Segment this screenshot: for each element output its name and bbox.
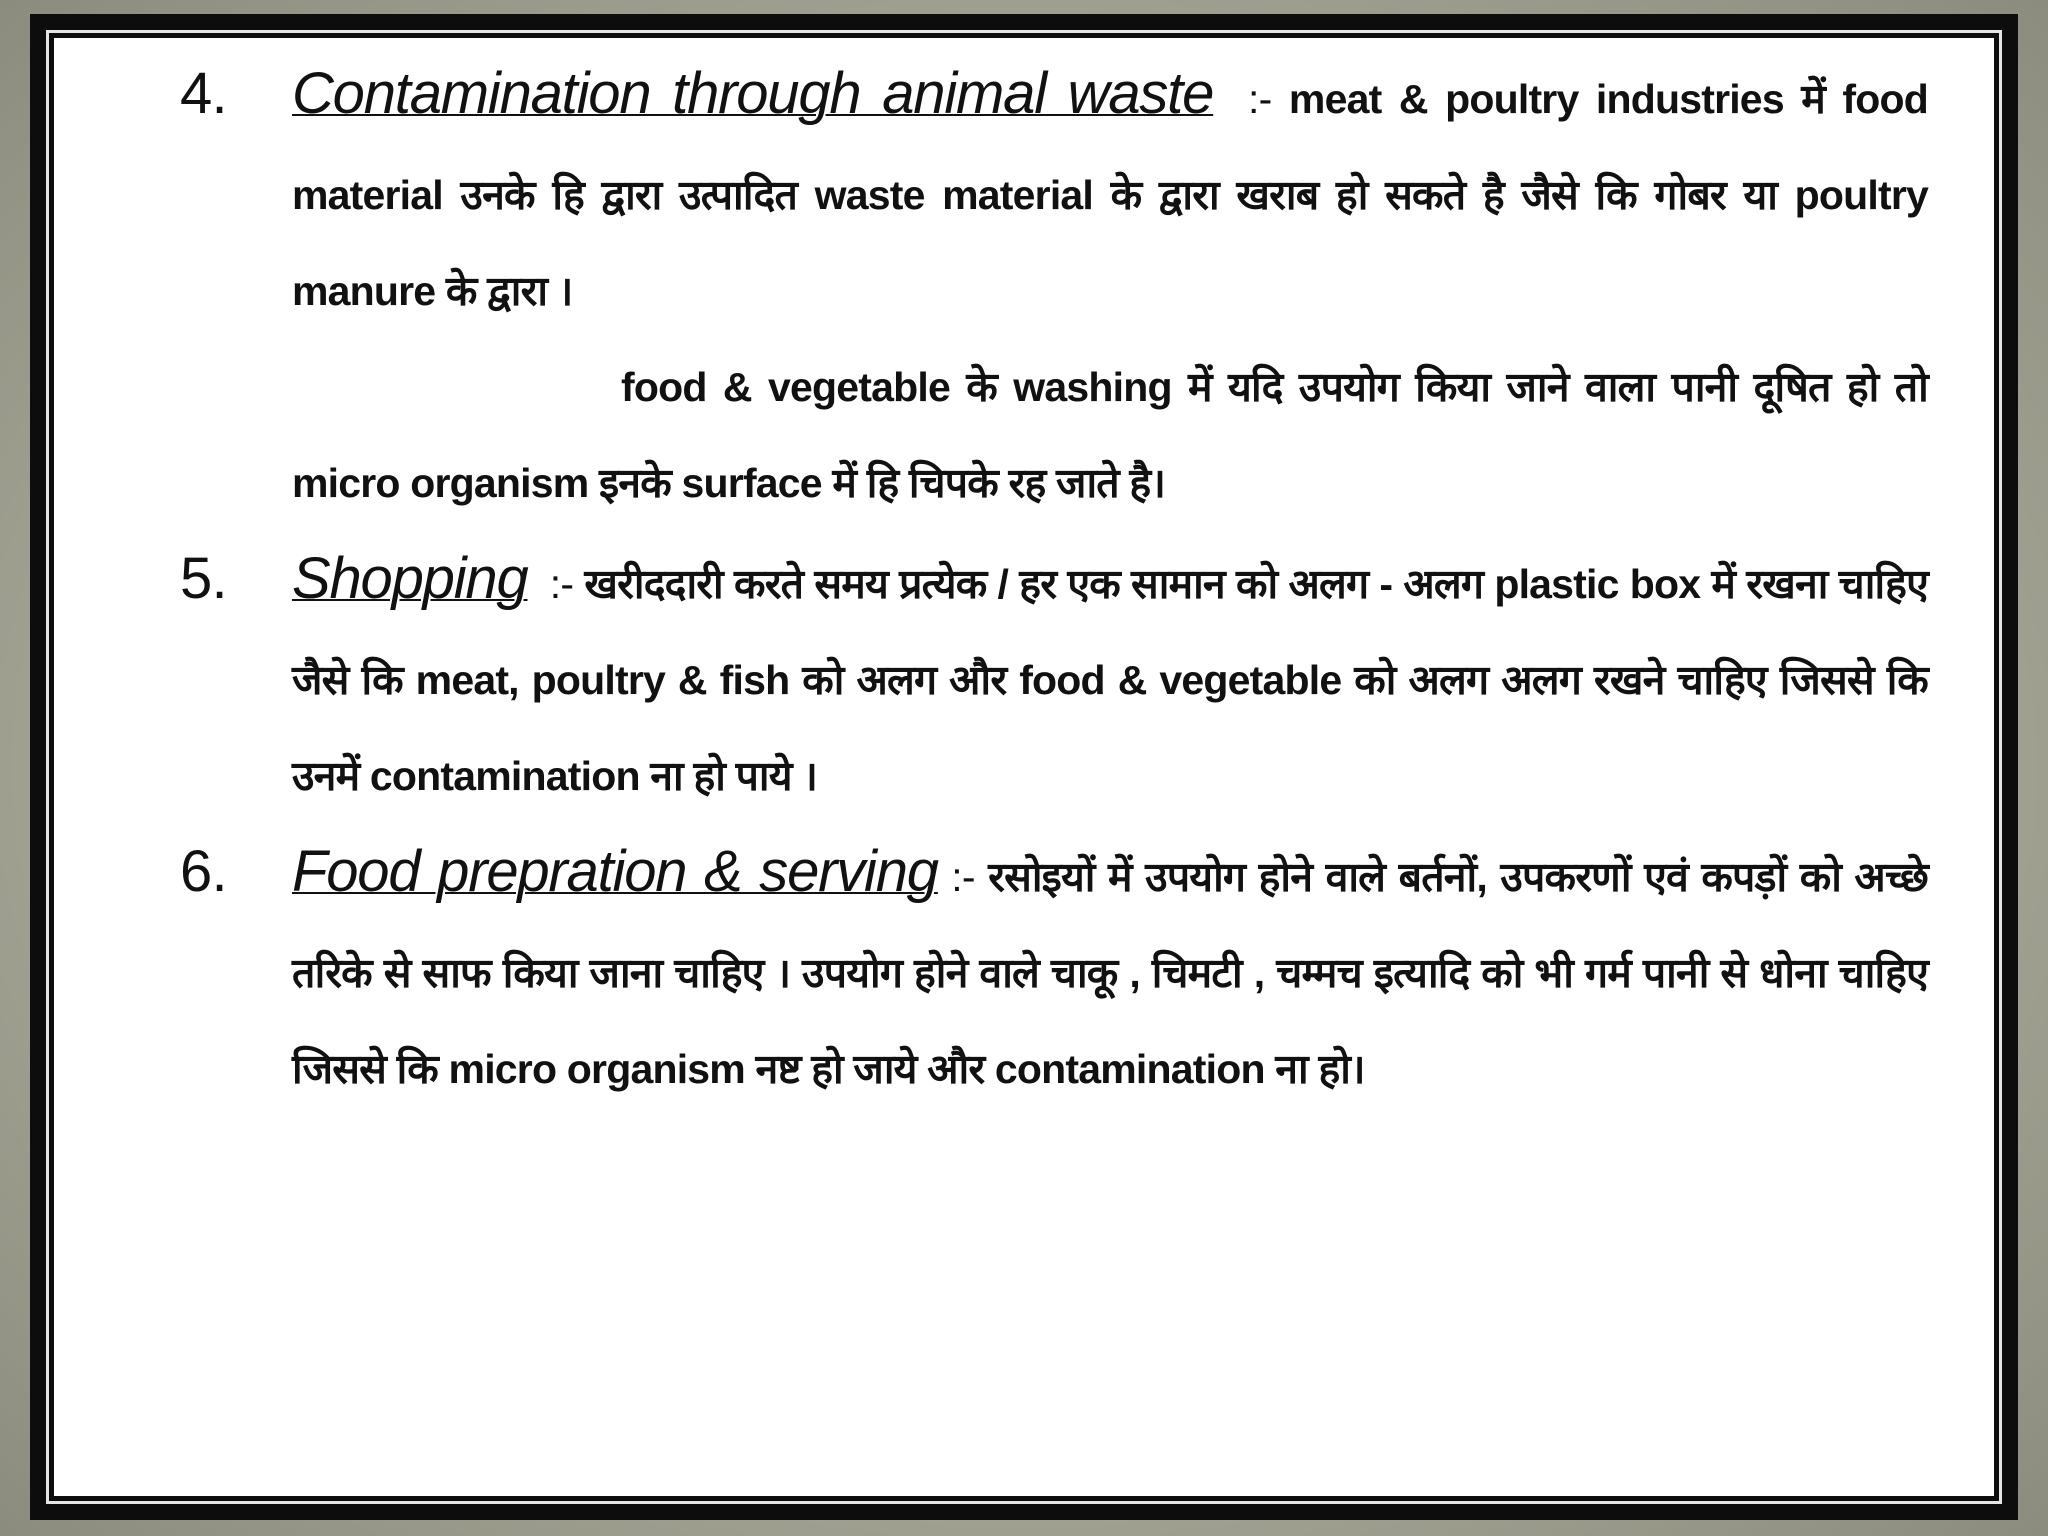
point-text: meat & poultry industries में food material उनके हि द्वारा उत्पादित waste material के द्वारा खराब हो सकते है जैसे कि गोबर या poultry manure के द्वारा । (292, 76, 1928, 314)
point-text: रसोइयों में उपयोग होने वाले बर्तनों, उपकरणों एवं कपड़ों को अच्छे तरिके से साफ किया जाना चाहिए । उपयोग होने वाले चाकू , चिमटी , चम्मच इत्यादि को भी गर्म पानी से धोना चाहिए जिससे कि micro organism नष्ट हो जाये और contamination ना हो। (292, 854, 1928, 1092)
point-6 (180, 824, 1928, 1117)
point-paragraph (292, 46, 1928, 339)
slide-page (54, 38, 1994, 1496)
point-separator: :- (951, 854, 975, 900)
point-heading: Food prepration & serving (292, 839, 938, 904)
slide-frame (30, 14, 2018, 1520)
indent-space (292, 364, 621, 410)
point-heading: Shopping (292, 546, 528, 611)
point-number: 6. (180, 839, 227, 904)
point-4 (180, 46, 1928, 531)
point-continuation-text: food & vegetable के washing में यदि उपयोग किया जाने वाला पानी दूषित हो तो micro organism इनके surface में हि चिपके रह जाते है। (292, 364, 1928, 506)
point-number: 4. (180, 61, 227, 126)
point-heading: Contamination through animal waste (292, 61, 1214, 126)
point-number: 5. (180, 546, 227, 611)
point-text: खरीददारी करते समय प्रत्येक / हर एक सामान को अलग - अलग plastic box में रखना चाहिए जैसे कि meat, poultry & fish को अलग और food & vegetable को अलग अलग रखने चाहिए जिससे कि उनमें contamination ना हो पाये । (292, 561, 1928, 799)
point-5 (180, 531, 1928, 824)
point-separator: :- (1248, 76, 1272, 122)
document-content (180, 46, 1928, 1117)
point-separator: :- (549, 561, 574, 607)
point-continuation (292, 339, 1928, 531)
point-paragraph (292, 531, 1928, 824)
point-paragraph (292, 824, 1928, 1117)
